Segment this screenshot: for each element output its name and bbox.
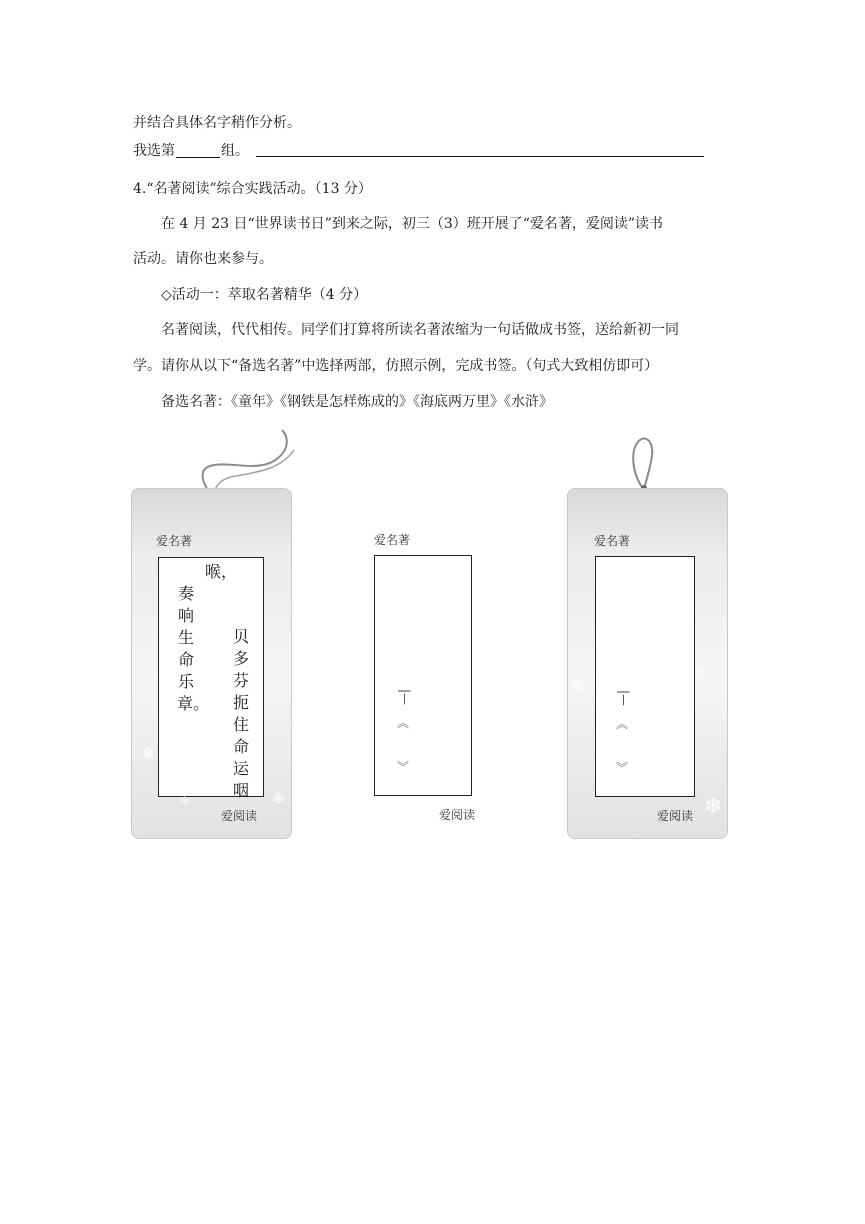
- snowflake-icon: ❄: [142, 744, 156, 763]
- bookmark-top-label: 爱名著: [374, 533, 411, 547]
- choose-prefix: 我选第: [133, 143, 175, 159]
- bookmark-answer-frame[interactable]: [595, 556, 695, 797]
- group-number-blank[interactable]: [176, 143, 220, 158]
- paragraph-1-line-1: 在 4 月 23 日“世界读书日”到来之际，初三（3）班开展了“爱名著，爱阅读”读书: [161, 216, 664, 232]
- choose-suffix: 组。: [221, 143, 249, 159]
- bookmark-blank-2: [567, 488, 728, 839]
- dash-mark: |—: [398, 689, 412, 706]
- open-quote-mark: ︽: [397, 716, 410, 730]
- bookmark-blank-1: [350, 488, 511, 839]
- snowflake-icon: ❄: [180, 794, 190, 807]
- bookmark-top-label: 爱名著: [156, 534, 193, 548]
- bookmark-string-icon: [624, 434, 664, 494]
- bookmark-top-label: 爱名著: [594, 534, 631, 548]
- question-4-title: 4.“名著阅读”综合实践活动。（13 分）: [133, 181, 372, 197]
- bookmark-text-frame: [158, 557, 264, 800]
- paragraph-1-line-2: 活动。请你也来参与。: [133, 251, 273, 267]
- open-quote-mark: ︽: [616, 717, 629, 731]
- paragraph-2-line-1: 名著阅读，代代相传。同学们打算将所读名著浓缩为一句话做成书签，送给新初一同: [161, 322, 679, 338]
- snowflake-icon: ❄: [704, 794, 723, 819]
- choose-group-line: [133, 142, 249, 160]
- bookmark-column-right: 贝多芬扼住命运咽: [232, 627, 249, 800]
- close-quote-mark: ︾: [616, 761, 629, 775]
- analysis-answer-blank[interactable]: [256, 156, 704, 157]
- close-quote-mark: ︾: [397, 760, 410, 774]
- bookmark-column-left: 奏响生命乐章。: [177, 584, 210, 713]
- bookmark-bottom-label: 爱阅读: [439, 808, 476, 822]
- dash-mark: |—: [617, 690, 631, 707]
- instruction-line: 并结合具体名字稍作分析。: [133, 115, 301, 131]
- bookmark-example: [131, 488, 292, 839]
- bookmark-bottom-label: 爱阅读: [657, 809, 694, 823]
- bookmark-column-top: 喉，: [205, 562, 238, 581]
- activity-1-heading: ◇活动一：萃取名著精华（4 分）: [161, 287, 368, 303]
- bookmark-answer-frame[interactable]: [374, 555, 472, 796]
- snowflake-icon: ❄: [571, 677, 585, 696]
- snowflake-icon: ❄: [272, 789, 286, 808]
- snowflake-icon: ❄: [696, 664, 707, 678]
- candidate-books: 备选名著：《童年》《钢铁是怎样炼成的》《海底两万里》《水浒》: [161, 394, 553, 410]
- bookmark-bottom-label: 爱阅读: [221, 809, 258, 823]
- paragraph-2-line-2: 学。请你从以下“备选名著”中选择两部，仿照示例，完成书签。（句式大致相仿即可）: [133, 358, 659, 374]
